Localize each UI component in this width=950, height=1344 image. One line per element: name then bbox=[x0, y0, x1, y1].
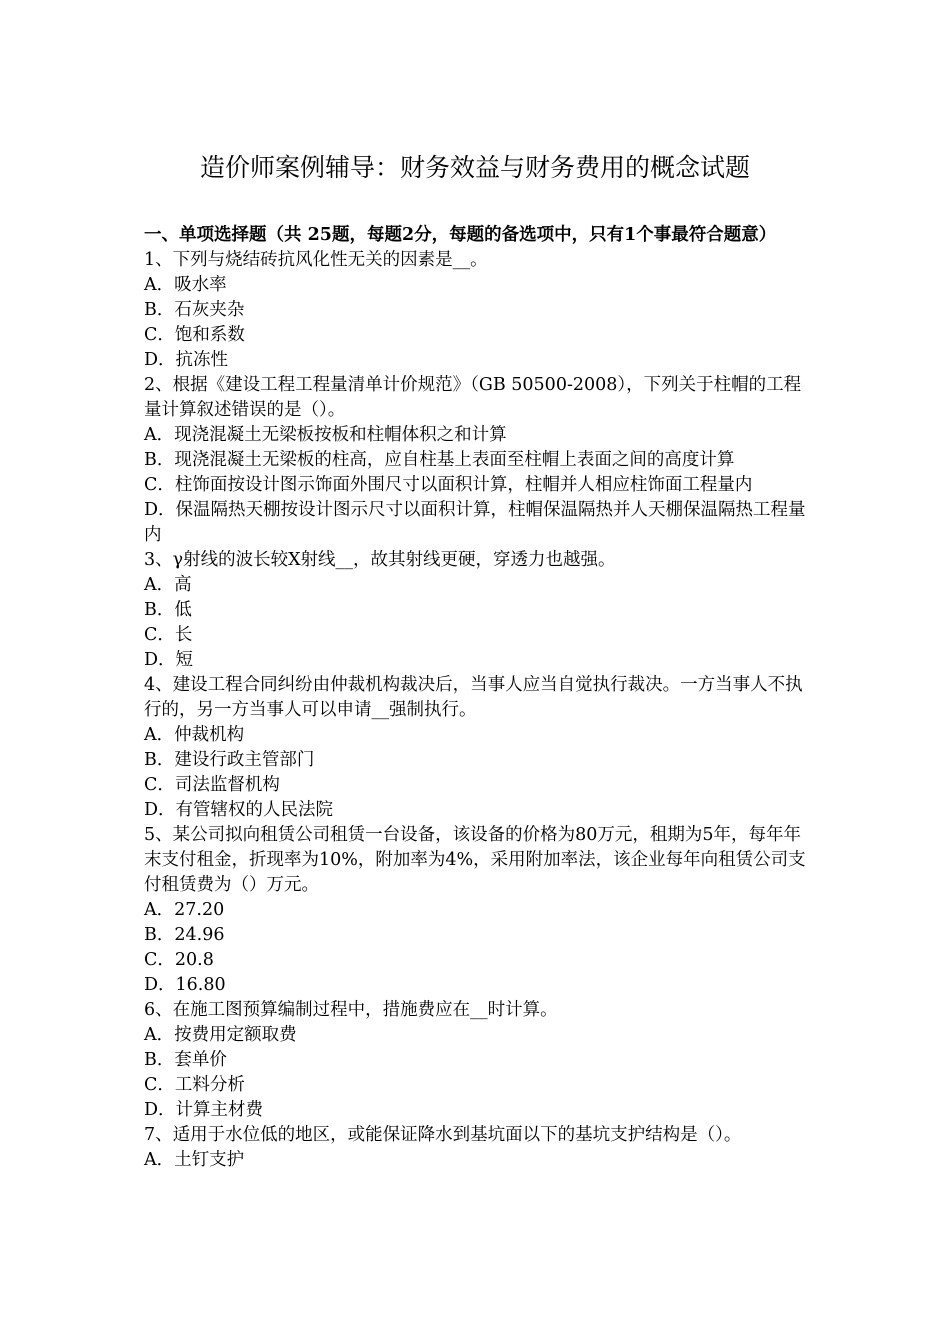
answer-option: D．16.80 bbox=[144, 975, 226, 995]
answer-option: C．司法监督机构 bbox=[144, 775, 280, 795]
document-body bbox=[144, 223, 812, 1173]
answer-option: C．20.8 bbox=[144, 950, 214, 970]
question-stem: 4、建设工程合同纠纷由仲裁机构裁决后，当事人应当自觉执行裁决。一方当事人不执行的，另一方当事人可以申请__强制执行。 bbox=[144, 675, 803, 720]
question-list bbox=[144, 248, 812, 1173]
answer-option: D．有管辖权的人民法院 bbox=[144, 800, 334, 820]
question-item bbox=[144, 823, 812, 998]
question-stem: 5、某公司拟向租赁公司租赁一台设备，该设备的价格为80万元，租期为5年，每年年末支付租金，折现率为10%，附加率为4%，采用附加率法，该企业每年向租赁公司支付租赁费为（）万元。 bbox=[144, 825, 806, 895]
answer-option: A．现浇混凝土无梁板按板和柱帽体积之和计算 bbox=[144, 425, 507, 445]
question-stem: 6、在施工图预算编制过程中，措施费应在__时计算。 bbox=[144, 1000, 558, 1020]
answer-option: C．柱饰面按设计图示饰面外围尺寸以面积计算，柱帽并人相应柱饰面工程量内 bbox=[144, 475, 753, 495]
section-heading: 一、单项选择题（共 25题，每题2分，每题的备选项中，只有1个事最符合题意） bbox=[144, 225, 777, 245]
answer-option: A．土钉支护 bbox=[144, 1150, 245, 1170]
answer-option: B．低 bbox=[144, 600, 192, 620]
question-stem: 7、适用于水位低的地区，或能保证降水到基坑面以下的基坑支护结构是（）。 bbox=[144, 1125, 742, 1145]
answer-option: D．保温隔热天棚按设计图示尺寸以面积计算，柱帽保温隔热并人天棚保温隔热工程量内 bbox=[144, 500, 806, 545]
answer-option: A．吸水率 bbox=[144, 275, 227, 295]
question-item bbox=[144, 548, 812, 673]
question-item bbox=[144, 373, 812, 548]
question-item bbox=[144, 1123, 812, 1173]
answer-option: D．计算主材费 bbox=[144, 1100, 264, 1120]
document-title: 造价师案例辅导：财务效益与财务费用的概念试题 bbox=[199, 153, 750, 182]
answer-option: C．工料分析 bbox=[144, 1075, 245, 1095]
question-stem: 2、根据《建设工程工程量清单计价规范》（GB 50500-2008），下列关于柱帽的工程量计算叙述错误的是（）。 bbox=[144, 375, 802, 420]
answer-option: A．高 bbox=[144, 575, 192, 595]
answer-option: A．27.20 bbox=[144, 900, 225, 920]
answer-option: B．24.96 bbox=[144, 925, 225, 945]
question-item bbox=[144, 998, 812, 1123]
question-stem: 1、下列与烧结砖抗风化性无关的因素是__。 bbox=[144, 250, 488, 270]
question-item bbox=[144, 673, 812, 823]
answer-option: A．仲裁机构 bbox=[144, 725, 245, 745]
answer-option: A．按费用定额取费 bbox=[144, 1025, 297, 1045]
answer-option: B．石灰夹杂 bbox=[144, 300, 245, 320]
answer-option: D．抗冻性 bbox=[144, 350, 229, 370]
question-item bbox=[144, 248, 812, 373]
answer-option: C．饱和系数 bbox=[144, 325, 245, 345]
answer-option: C．长 bbox=[144, 625, 193, 645]
answer-option: B．建设行政主管部门 bbox=[144, 750, 315, 770]
answer-option: B．套单价 bbox=[144, 1050, 227, 1070]
answer-option: B．现浇混凝土无梁板的柱高，应自柱基上表面至柱帽上表面之间的高度计算 bbox=[144, 450, 735, 470]
question-stem: 3、γ射线的波长较X射线__，故其射线更硬，穿透力也越强。 bbox=[144, 550, 616, 570]
answer-option: D．短 bbox=[144, 650, 194, 670]
